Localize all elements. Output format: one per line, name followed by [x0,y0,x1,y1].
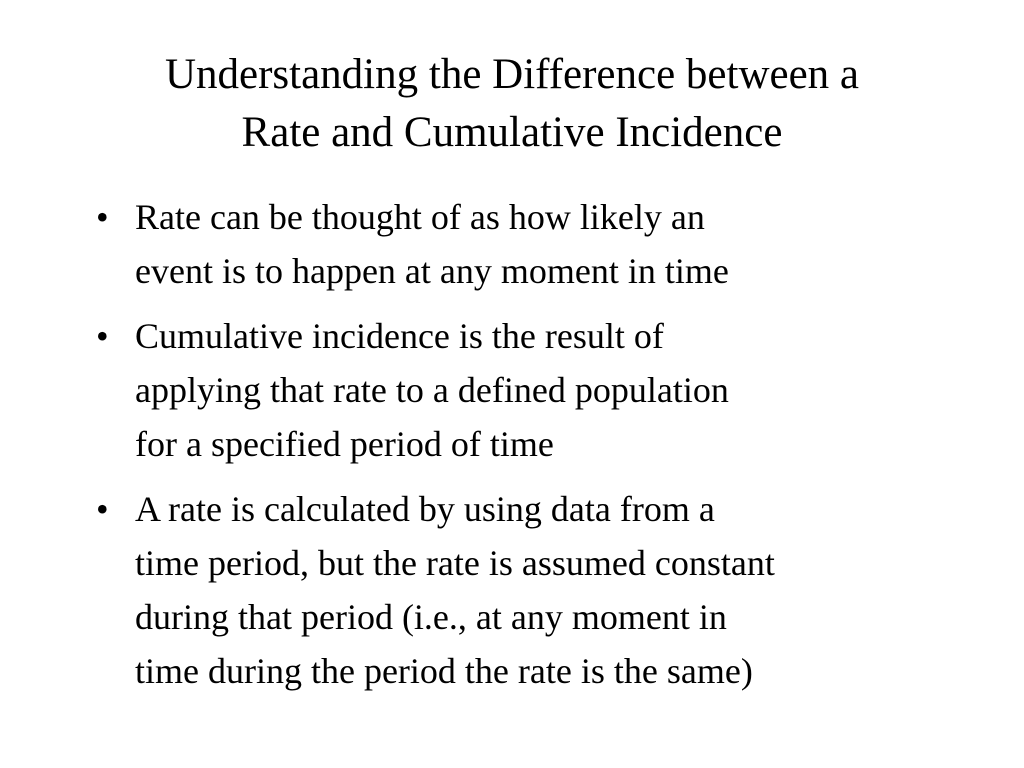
bullet-item-rate-calculation [94,482,974,698]
bullet-text-line: for a specified period of time [135,424,554,464]
bullet-marker: • [96,197,109,237]
bullet-list [94,190,974,709]
slide-title-line: Understanding the Difference between a [164,51,860,98]
slide-title [60,46,964,162]
bullet-text-line: event is to happen at any moment in time [135,251,729,291]
bullet-text-line: Rate can be thought of as how likely an [135,197,705,237]
bullet-text-line: during that period (i.e., at any moment in [135,597,727,637]
bullet-item-cumulative-incidence [94,309,974,471]
bullet-text-line: time period, but the rate is assumed constant [135,543,775,583]
bullet-text-line: applying that rate to a defined population [135,370,729,410]
bullet-item-rate-definition [94,190,974,298]
bullet-marker: • [96,316,109,356]
bullet-text-line: A rate is calculated by using data from a [135,489,715,529]
bullet-text-line: time during the period the rate is the same) [135,651,753,691]
slide-title-line: Rate and Cumulative Incidence [241,109,783,156]
bullet-text-line: Cumulative incidence is the result of [135,316,664,356]
bullet-marker: • [96,489,109,529]
